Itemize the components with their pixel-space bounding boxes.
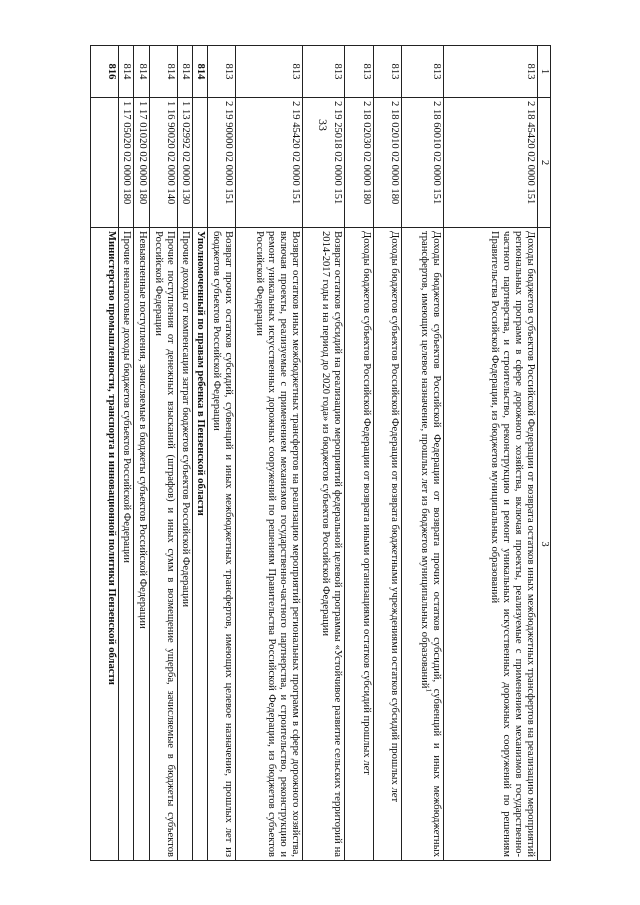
revenue-code-cell: 2 18 60010 02 0000 151: [401, 97, 443, 227]
table-row: [177, 45, 192, 860]
section-header-row: [192, 45, 207, 860]
revenue-code-cell: 2 19 45420 02 0000 151: [235, 97, 302, 227]
revenue-code-cell: 2 18 02010 02 0000 180: [373, 97, 401, 227]
description-cell: Возврат прочих остатков субсидий, субвенций и иных межбюджетных трансфертов, имеющих целевое назначение, прошлых лет из бюджетов субъектов Российской Федерации: [207, 227, 235, 860]
revenue-code-cell: 1 17 01020 02 0000 180: [133, 97, 148, 227]
revenue-code-cell: [192, 97, 207, 227]
admin-code-cell: 813: [443, 45, 537, 97]
description-text: Доходы бюджетов субъектов Российской Федерации от возврата прочих остатков субсидий, субвенций и иных межбюджетных трансфертов, имеющих целевое назначение, прошлых лет из бюджетов муниципальных образований: [418, 230, 442, 857]
description-cell: Прочие доходы от компенсации затрат бюджетов субъектов Российской Федерации: [177, 227, 192, 860]
revenue-code-cell: 2 18 45420 02 0000 151: [443, 97, 537, 227]
table-row: [344, 45, 372, 860]
table-row: [133, 45, 148, 860]
table-row: [373, 45, 401, 860]
page-number: 33: [316, 119, 330, 131]
table-row: [118, 45, 133, 860]
admin-code-cell: 814: [149, 45, 177, 97]
description-cell: Доходы бюджетов субъектов Российской Федерации от возврата остатков иных межбюджетных трансфертов на реализацию мероприятий региональных программ в сфере дорожного хозяйства, включая проекты, реализуемые с применением механизмов государственно-частного партнерства, и строительство, реконструкцию и ремонт уникальных искусственных дорожных сооружений по решениям Правительства Российской Федерации, из бюджетов муниципальных образований: [443, 227, 537, 860]
admin-code-cell: 814: [192, 45, 207, 97]
table-row: [235, 45, 302, 860]
table-row: [149, 45, 177, 860]
column-header-admin: 1: [537, 45, 550, 97]
section-title-cell: Уполномоченный по правам ребенка в Пензенской области: [192, 227, 207, 860]
table-row: [207, 45, 235, 860]
description-cell: Возврат остатков субсидий на реализацию мероприятий федеральной целевой программы «Устойчивое развитие сельских территорий на 2014-2017 годы и на период до 2020 года» из бюджетов субъектов Российской Федерации: [302, 227, 344, 860]
admin-code-cell: 813: [401, 45, 443, 97]
table-header-row: [537, 45, 550, 860]
admin-code-cell: 814: [118, 45, 133, 97]
revenue-code-cell: 2 19 25018 02 0000 151: [302, 97, 344, 227]
section-header-row: [90, 45, 118, 860]
budget-classification-table: [90, 45, 551, 861]
description-cell: Прочие неналоговые доходы бюджетов субъектов Российской Федерации: [118, 227, 133, 860]
description-cell: Невыясненные поступления, зачисляемые в бюджеты субъектов Российской Федерации: [133, 227, 148, 860]
revenue-code-cell: 1 13 02992 02 0000 130: [177, 97, 192, 227]
table-row: [302, 45, 344, 860]
revenue-code-cell: 2 19 90000 02 0000 151: [207, 97, 235, 227]
description-cell: Доходы бюджетов субъектов Российской Федерации от возврата иными организациями остатков субсидий прошлых лет: [344, 227, 372, 860]
footnote-marker: 1: [424, 687, 433, 692]
description-cell: Доходы бюджетов субъектов Российской Федерации от возврата бюджетными учреждениями остатков субсидий прошлых лет: [373, 227, 401, 860]
column-header-code: 2: [537, 97, 550, 227]
section-title-cell: Министерство промышленности, транспорта и инновационной политики Пензенской области: [90, 227, 118, 860]
revenue-code-cell: 2 18 02030 02 0000 180: [344, 97, 372, 227]
admin-code-cell: 813: [235, 45, 302, 97]
revenue-code-cell: 1 16 90020 02 0000 140: [149, 97, 177, 227]
description-cell: Возврат остатков иных межбюджетных трансфертов на реализацию мероприятий региональных программ в сфере дорожного хозяйства, включая проекты, реализуемые с применением механизмов государственно-частного партнерства, и строительство, реконструкцию и ремонт уникальных искусственных дорожных сооружений по решениям Правительства Российской Федерации, из бюджетов субъектов Российской Федерации: [235, 227, 302, 860]
admin-code-cell: 813: [207, 45, 235, 97]
description-cell: [401, 227, 443, 860]
description-cell: Прочие поступления от денежных взысканий (штрафов) и иных сумм в возмещение ущерба, зачисляемые в бюджеты субъектов Российской Федерации: [149, 227, 177, 860]
rotated-table-container: [90, 45, 551, 860]
admin-code-cell: 813: [302, 45, 344, 97]
admin-code-cell: 814: [177, 45, 192, 97]
admin-code-cell: 816: [90, 45, 118, 97]
revenue-code-cell: 1 17 05020 02 0000 180: [118, 97, 133, 227]
revenue-code-cell: [90, 97, 118, 227]
admin-code-cell: 813: [373, 45, 401, 97]
admin-code-cell: 813: [344, 45, 372, 97]
table-row: [443, 45, 537, 860]
table-row: [401, 45, 443, 860]
admin-code-cell: 814: [133, 45, 148, 97]
column-header-description: 3: [537, 227, 550, 860]
